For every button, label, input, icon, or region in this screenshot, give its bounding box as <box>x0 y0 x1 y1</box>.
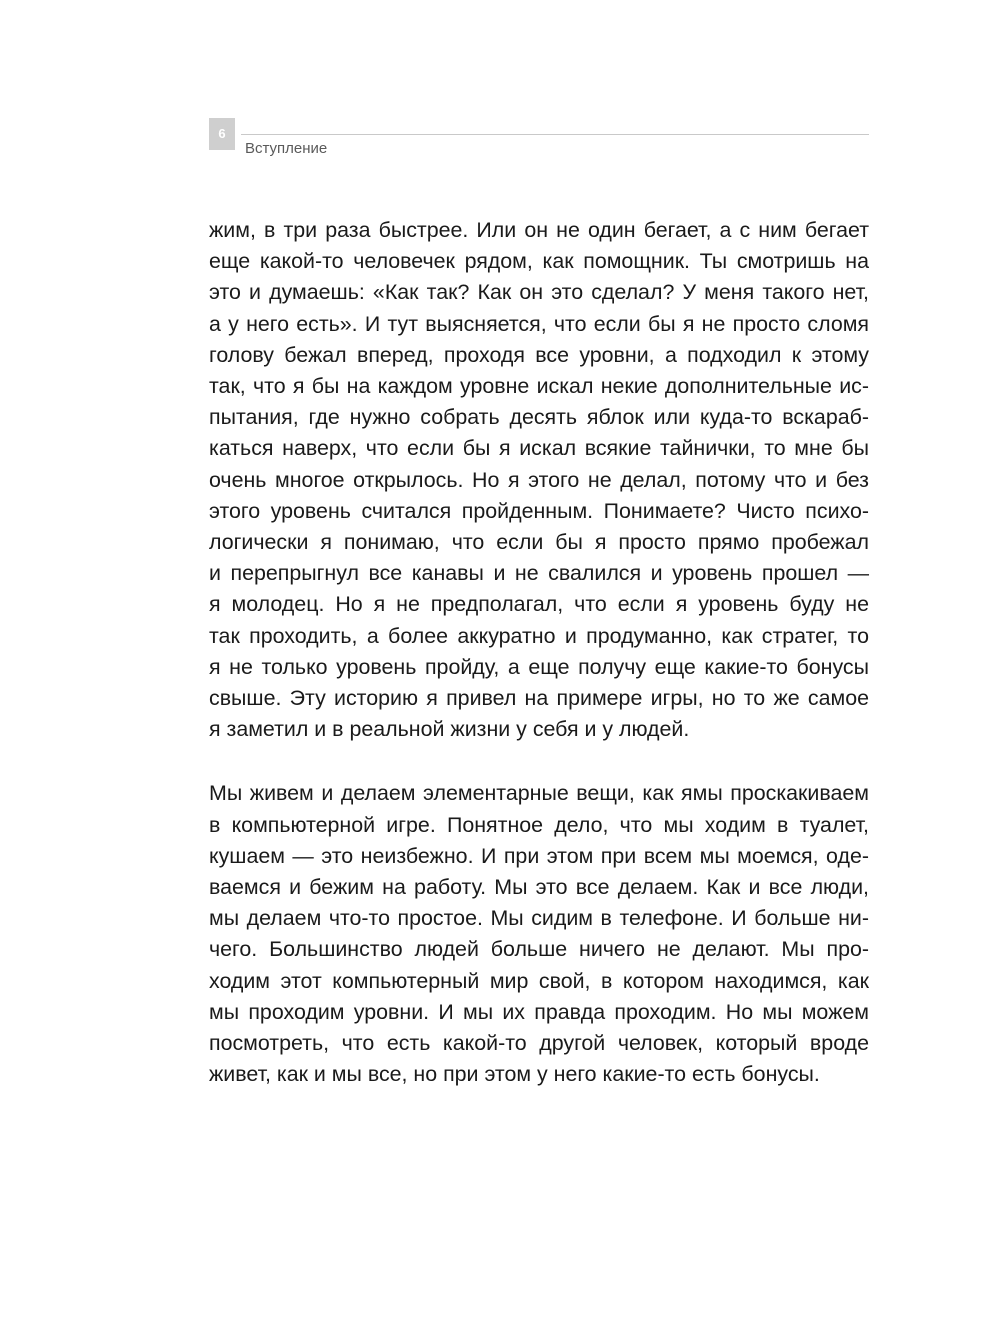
section-title: Вступление <box>245 140 328 157</box>
text-line: я не только уровень пройду, а еще получу еще какие-то бонусы <box>209 654 869 679</box>
text-line: ходим этот компьютерный мир свой, в котором находимся, как <box>209 968 869 993</box>
text-line: а у него есть». И тут выясняется, что если бы я не просто сломя <box>209 311 869 336</box>
text-line: в компьютерной игре. Понятное дело, что мы ходим в туалет, <box>209 812 869 837</box>
running-header <box>209 118 869 163</box>
text-line: живет, как и мы все, но при этом у него какие-то есть бонусы. <box>209 1062 820 1087</box>
header-divider <box>241 134 869 135</box>
text-line: свыше. Эту историю я привел на примере игры, но то же самое <box>209 686 869 711</box>
text-line: так проходить, а более аккуратно и продуманно, как стратег, то <box>209 623 869 648</box>
text-line: я заметил и в реальной жизни у себя и у людей. <box>209 717 690 742</box>
text-line: это и думаешь: «Как так? Как он это сделал? У меня такого нет, <box>209 280 869 305</box>
text-line: мы проходим уровни. И мы их правда проходим. Но мы можем <box>209 999 869 1024</box>
text-line: так, что я бы на каждом уровне искал некие дополнительные ис- <box>209 374 869 399</box>
paragraph <box>209 215 869 745</box>
text-line: пытания, где нужно собрать десять яблок или куда-то вскараб- <box>209 405 869 430</box>
text-line: голову бежал вперед, проходя все уровни, а подходил к этому <box>209 342 869 367</box>
text-line: Мы живем и делаем элементарные вещи, как ямы проскакиваем <box>209 781 869 806</box>
text-line: жим, в три раза быстрее. Или он не один бегает, а с ним бегает <box>209 218 869 242</box>
text-line: я молодец. Но я не предполагал, что если я уровень буду не <box>209 592 869 617</box>
text-line: чего. Большинство людей больше ничего не делают. Мы про- <box>209 937 869 962</box>
text-line: логически я понимаю, что если бы я просто прямо пробежал <box>209 530 869 555</box>
text-line: кушаем — это неизбежно. И при этом при всем мы моемся, оде- <box>209 843 869 868</box>
text-line: ваемся и бежим на работу. Мы это все делаем. Как и все люди, <box>209 875 869 900</box>
text-line: посмотреть, что есть какой-то другой человек, который вроде <box>209 1031 869 1056</box>
text-line: очень многое открылось. Но я этого не делал, потому что и без <box>209 467 869 492</box>
text-line: и перепрыгнул все канавы и не свалился и уровень прошел — <box>209 561 869 586</box>
text-line: мы делаем что-то простое. Мы сидим в телефоне. И больше ни- <box>209 906 869 931</box>
text-line: каться наверх, что если бы я искал всякие тайнички, то мне бы <box>209 436 869 461</box>
body-text <box>209 215 869 1123</box>
paragraph <box>209 778 869 1090</box>
text-line: еще какой-то человечек рядом, как помощник. Ты смотришь на <box>209 249 869 274</box>
page-number: 6 <box>209 118 235 150</box>
text-line: этого уровень считался пройденным. Понимаете? Чисто психо- <box>209 498 869 523</box>
